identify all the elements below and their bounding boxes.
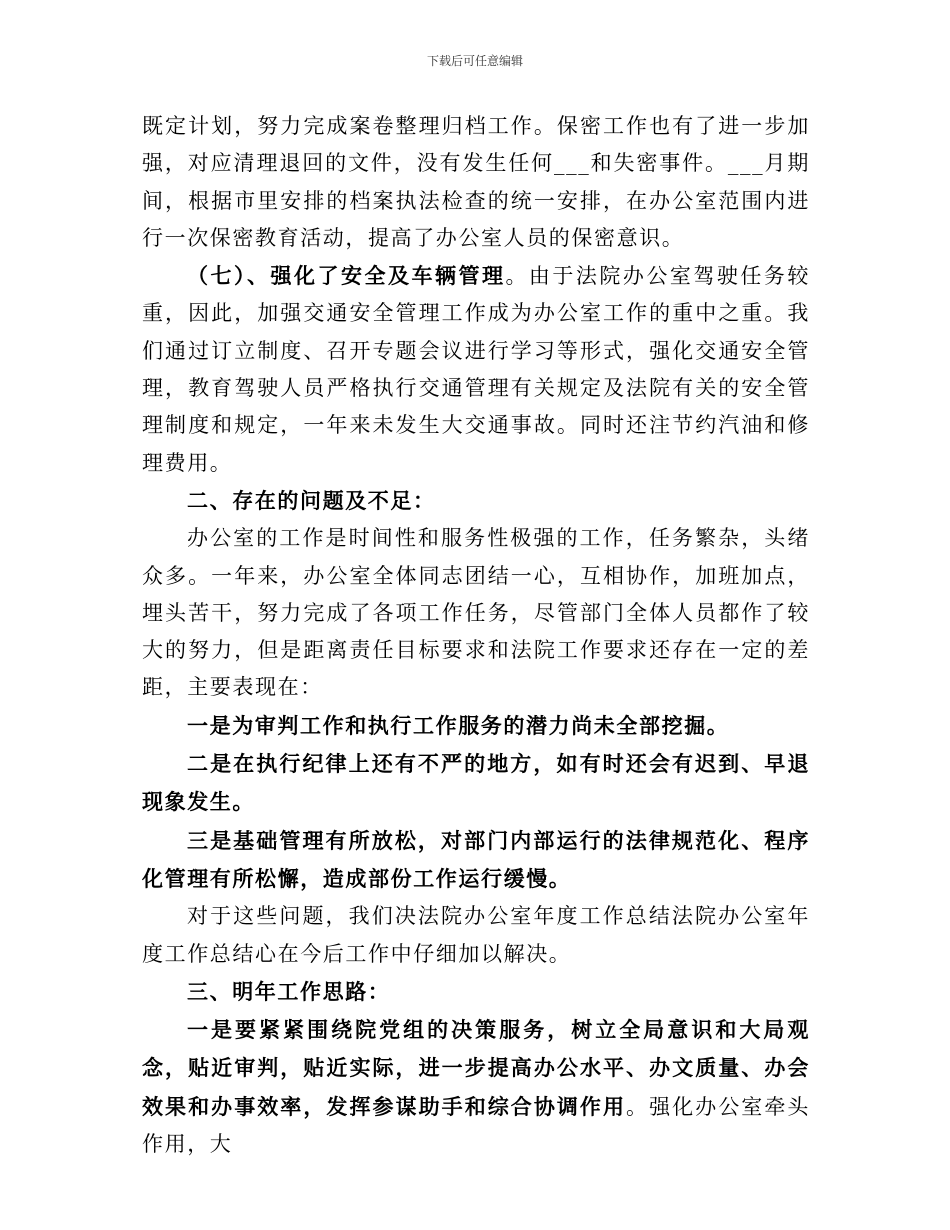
paragraph: [142, 898, 810, 973]
bold-text: 三、明年工作思路：: [187, 978, 391, 1004]
body-text: 既定计划，努力完成案卷整理归档工作。保密工作也有了进一步加强，对应清理退回的文件，没有发生任何___和失密事件。___月期间，根据市里安排的档案执法检查的统一安排，在办公室范围内进行一次保密教育活动，提高了办公室人员的保密意识。: [142, 114, 810, 250]
document-body: [142, 108, 810, 1163]
body-text: 。由于法院办公室驾驶任务较重，因此，加强交通安全管理工作成为办公室工作的重中之重。我们通过订立制度、召开专题会议进行学习等形式，强化交通安全管理，教育驾驶人员严格执行交通管理有关规定及法院有关的安全管理制度和规定，一年来未发生大交通事故。同时还注节约汽油和修理费用。: [142, 264, 810, 475]
paragraph: [142, 482, 810, 520]
paragraph: [142, 707, 810, 745]
body-text: 。强化办公室牵头作用，大: [142, 1094, 810, 1157]
paragraph: [142, 257, 810, 482]
bold-text: （七）、强化了安全及车辆管理: [187, 263, 506, 289]
paragraph: [142, 108, 810, 257]
paragraph: [142, 520, 810, 706]
body-text: 办公室的工作是时间性和服务性极强的工作，任务繁杂，头绪众多。一年来，办公室全体同志团结一心，互相协作，加班加点，埋头苦干，努力完成了各项工作任务，尽管部门全体人员都作了较大的努力，但是距离责任目标要求和法院工作要求还存在一定的差距，主要表现在：: [142, 526, 810, 700]
paragraph: [142, 973, 810, 1011]
paragraph: [142, 822, 810, 899]
bold-text: 二是在执行纪律上还有不严的地方，如有时还会有迟到、早退现象发生。: [142, 751, 810, 815]
paragraph: [142, 1011, 810, 1163]
page-header: 下载后可任意编辑: [426, 54, 523, 68]
paragraph: [142, 745, 810, 822]
bold-text: 三是基础管理有所放松，对部门内部运行的法律规范化、程序化管理有所松懈，造成部份工作运行缓慢。: [142, 827, 810, 891]
body-text: 对于这些问题，我们决法院办公室年度工作总结法院办公室年度工作总结心在今后工作中仔细加以解决。: [142, 904, 810, 966]
bold-text: 一是要紧紧围绕院党组的决策服务，树立全局意识和大局观念，贴近审判，贴近实际，进一步提高办公水平、办文质量、办会效果和办事效率，发挥参谋助手和综合协调作用: [142, 1017, 810, 1119]
bold-text: 一是为审判工作和执行工作服务的潜力尚未全部挖掘。: [187, 712, 730, 738]
bold-text: 二、存在的问题及不足：: [187, 487, 436, 513]
